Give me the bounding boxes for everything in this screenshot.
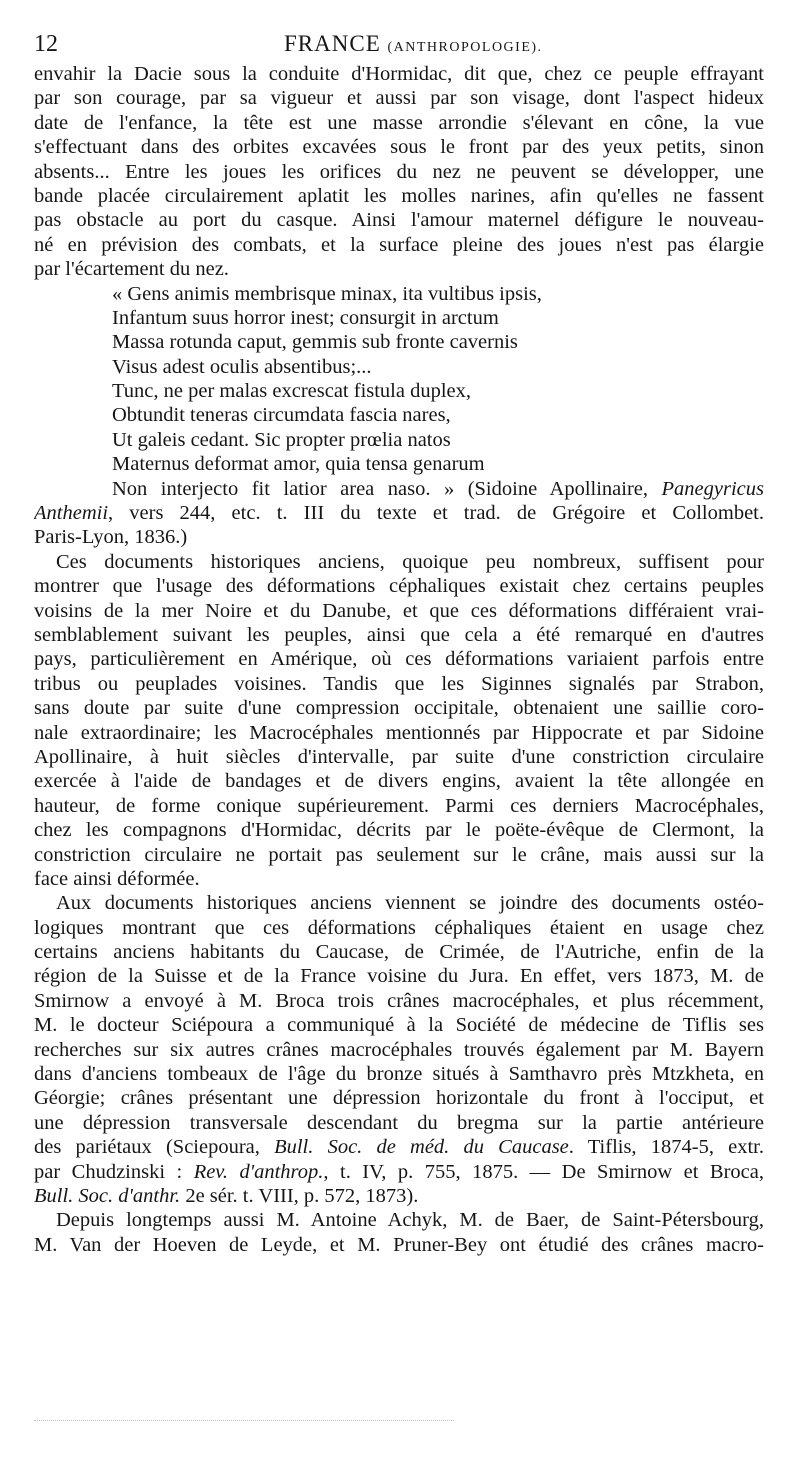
text-line: Infantum suus horror inest; consurgit in arctum (112, 306, 499, 329)
text-line: face ainsi déformée. (34, 867, 200, 890)
text-line: « Gens animis membrisque minax, ita vultibus ipsis, (112, 282, 542, 305)
running-head-title: FRANCE (284, 31, 381, 56)
running-head (284, 30, 543, 62)
text-line: Ut galeis cedant. Sic propter prœlia natos (112, 428, 451, 451)
text-line: Paris-Lyon, 1836.) (34, 526, 188, 549)
text-line: absents... Entre les joues les orifices du nez ne peuvent se développer, une (34, 160, 764, 183)
text-line: Massa rotunda caput, gemmis sub fronte cavernis (112, 331, 518, 354)
text-line: Aux documents historiques anciens viennent se joindre des documents ostéo- (56, 892, 764, 915)
text-line: pays, particulièrement en Amérique, où ces déformations variaient parfois entre (34, 648, 764, 671)
text-line: Anthemii, vers 244, etc. t. III du texte et trad. de Grégoire et Collombet. (34, 502, 764, 525)
text-line: M. Van der Hoeven de Leyde, et M. Pruner-Bey ont étudié des crânes macro- (34, 1233, 764, 1256)
text-line: des pariétaux (Sciepoura, Bull. Soc. de méd. du Caucase. Tiflis, 1874-5, extr. (34, 1136, 764, 1159)
text-line: Géorgie; crânes présentant une dépression horizontale du front à l'occiput, et (34, 1087, 764, 1110)
text-line: Obtundit teneras circumdata fascia nares, (112, 404, 451, 427)
text-line: date de l'enfance, la tête est une masse arrondie s'élevant en cône, la vue (34, 111, 764, 134)
text-line: né en prévision des combats, et la surface pleine des joues n'est pas élargie (34, 233, 764, 256)
text-line: Bull. Soc. d'anthr. 2e sér. t. VIII, p. 572, 1873). (34, 1184, 419, 1207)
text-line: pas obstacle au port du casque. Ainsi l'amour maternel défigure le nouveau- (34, 209, 764, 232)
text-line: Ces documents historiques anciens, quoique peu nombreux, suffisent pour (56, 550, 764, 573)
text-line: Non interjecto fit latior area naso. » (Sidoine Apollinaire, Panegyricus (112, 477, 764, 500)
text-line: Maternus deformat amor, quia tensa genarum (112, 453, 485, 476)
text-line: Apollinaire, à huit siècles d'intervalle, par suite d'une constriction circulaire (34, 745, 764, 768)
body-text (34, 62, 764, 1257)
footer-rule (34, 1420, 454, 1421)
text-line: chez les compagnons d'Hormidac, décrits par le poëte-évêque de Clermont, la (34, 819, 764, 842)
text-line: hauteur, de forme conique supérieurement. Parmi ces derniers Macrocéphales, (34, 794, 764, 817)
text-line: exercée à l'aide de bandages et de divers engins, avaient la tête allongée en (34, 770, 764, 793)
text-line: par son courage, par sa vigueur et aussi par son visage, dont l'aspect hideux (34, 87, 764, 110)
text-line: Tunc, ne per malas excrescat fistula duplex, (112, 380, 472, 403)
page-number: 12 (34, 31, 58, 57)
text-line: certains anciens habitants du Caucase, de Crimée, de l'Autriche, enfin de la (34, 941, 764, 964)
text-line: recherches sur six autres crânes macrocéphales trouvés également par M. Bayern (34, 1038, 764, 1061)
text-line: bande placée circulairement aplatit les molles narines, afin qu'elles ne fassent (34, 184, 764, 207)
text-line: Visus adest oculis absentibus;... (112, 355, 372, 378)
text-line: une dépression transversale descendant du bregma sur la partie antérieure (34, 1111, 764, 1134)
text-line: constriction circulaire ne portait pas seulement sur le crâne, mais aussi sur la (34, 843, 764, 866)
text-line: logiques montrant que ces déformations céphaliques étaient en usage chez (34, 916, 764, 939)
running-head-subtitle: (ANTHROPOLOGIE). (387, 40, 543, 55)
page-header (34, 30, 764, 62)
text-line: Smirnow a envoyé à M. Broca trois crânes macrocéphales, et plus récemment, (34, 989, 764, 1012)
text-line: sans doute par suite d'une compression occipitale, obtenaient une saillie coro- (34, 697, 764, 720)
text-line: dans d'anciens tombeaux de l'âge du bronze situés à Samthavro près Mtzkheta, en (34, 1063, 764, 1086)
text-line: s'effectuant dans des orbites excavées sous le front par des yeux petits, sinon (34, 136, 764, 159)
text-line: nale extraordinaire; les Macrocéphales mentionnés par Hippocrate et par Sidoine (34, 721, 764, 744)
text-line: par Chudzinski : Rev. d'anthrop., t. IV, p. 755, 1875. — De Smirnow et Broca, (34, 1160, 764, 1183)
text-line: voisins de la mer Noire et du Danube, et que ces déformations différaient vrai- (34, 599, 764, 622)
text-line: Depuis longtemps aussi M. Antoine Achyk, M. de Baer, de Saint-Pétersbourg, (56, 1209, 764, 1232)
text-line: tribus ou peuplades voisines. Tandis que les Siginnes signalés par Strabon, (34, 672, 764, 695)
text-line: envahir la Dacie sous la conduite d'Hormidac, dit que, chez ce peuple effrayant (34, 63, 764, 85)
text-line: par l'écartement du nez. (34, 258, 229, 281)
text-line: M. le docteur Sciépoura a communiqué à la Société de médecine de Tiflis ses (34, 1014, 764, 1037)
text-line: semblablement suivant les peuples, ainsi que cela a été remarqué en d'autres (34, 623, 764, 646)
text-line: montrer que l'usage des déformations céphaliques existait chez certains peuples (34, 575, 764, 598)
text-line: région de la Suisse et de la France voisine du Jura. En effet, vers 1873, M. de (34, 965, 764, 988)
